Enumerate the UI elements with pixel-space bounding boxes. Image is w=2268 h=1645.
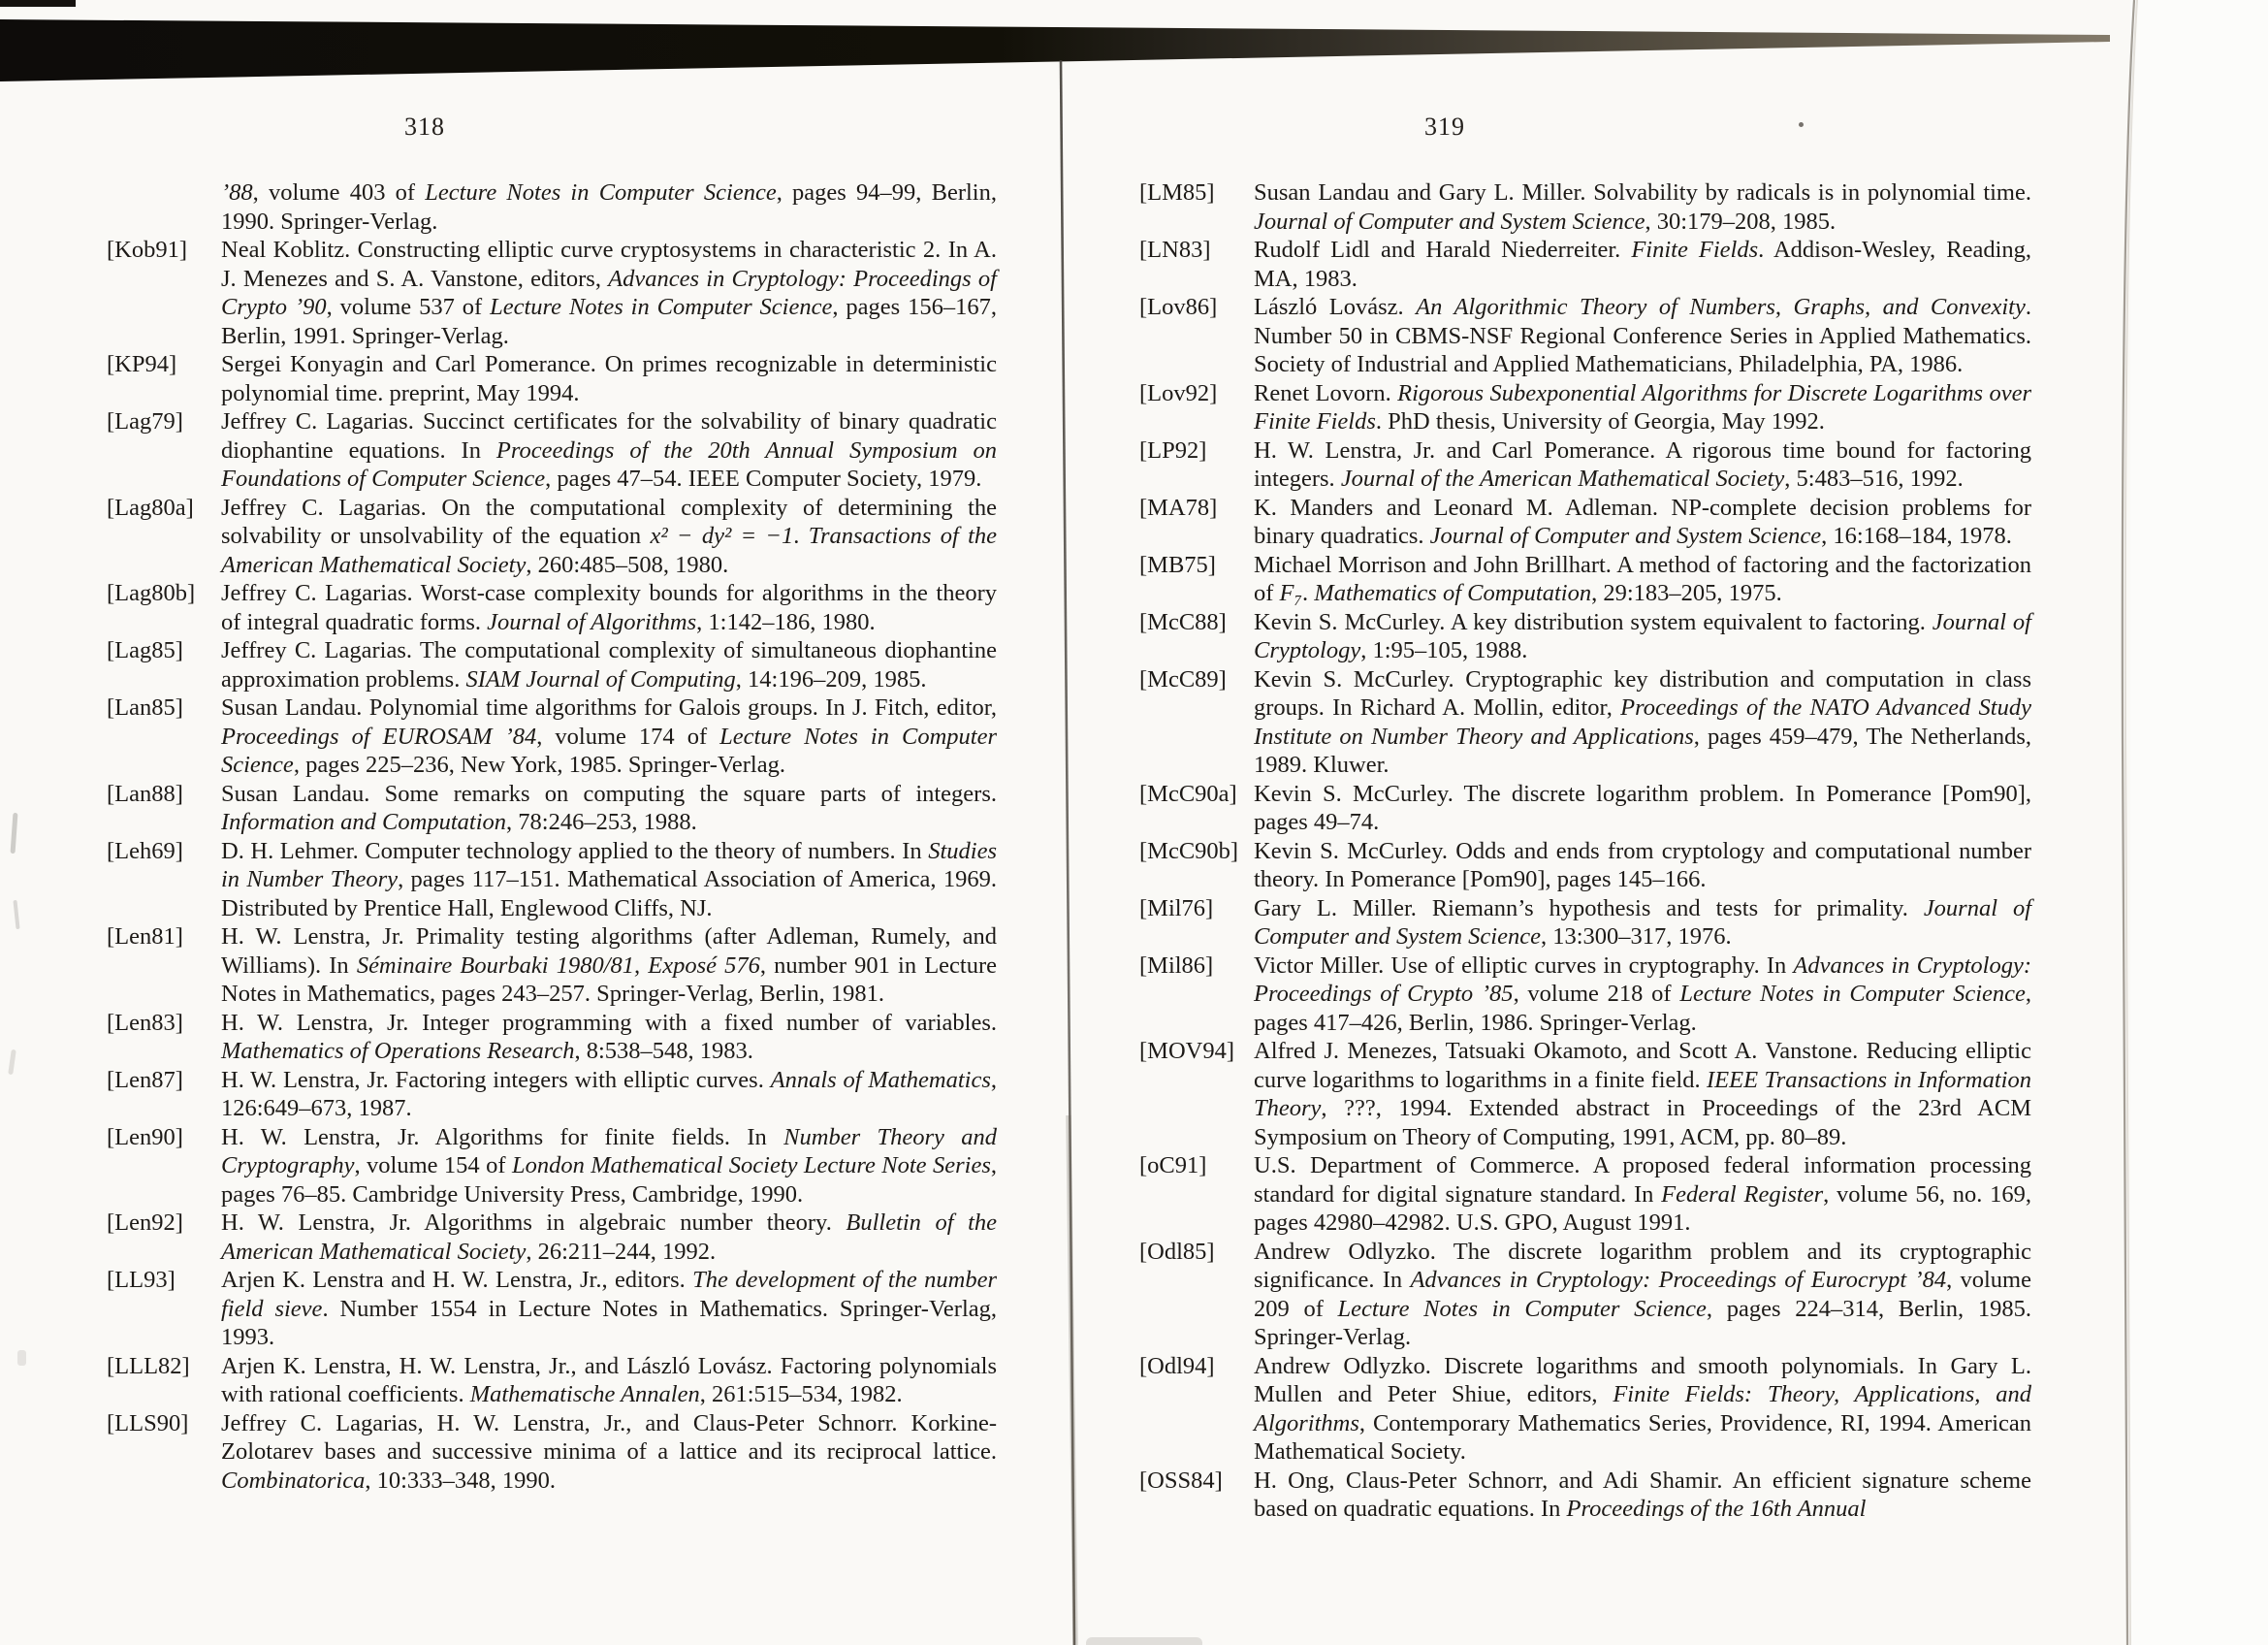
citation-text: Arjen K. Lenstra and H. W. Lenstra, Jr., editors. The development of the number field sieve. Number 1554 in Lecture Notes in Mathematics. Springer-Verlag, 1993. [221,1267,998,1350]
reference-entry [1139,894,2031,952]
citation-label: [Len81] [107,923,183,950]
citation-text: Kevin S. McCurley. A key distribution system equivalent to factoring. Journal of Cryptology, 1:95–105, 1988. [1254,608,2031,663]
citation-label: [OSS84] [1139,1467,1223,1494]
citation-label: [MB75] [1139,551,1216,578]
citation-text: K. Manders and Leonard M. Adleman. NP-complete decision problems for binary quadratics. Journal of Computer and System Science, 16:168–184, 1978. [1254,494,2031,549]
reference-entry [1139,837,2031,894]
citation-label: [McC89] [1139,665,1227,693]
citation-text: H. W. Lenstra, Jr. Algorithms in algebraic number theory. Bulletin of the American Mathematical Society, 26:211–244, 1992. [221,1210,997,1265]
citation-label: [LLL82] [107,1352,190,1379]
reference-entry [1139,1151,2031,1238]
reference-entry [1139,608,2031,665]
citation-text: ’88, volume 403 of Lecture Notes in Computer Science, pages 94–99, Berlin, 1990. Springer-Verlag. [221,179,997,235]
reference-entry [1139,1037,2031,1151]
citation-label: [McC90b] [1139,837,1239,864]
citation-label: [Lag85] [107,637,183,663]
citation-text: Susan Landau and Gary L. Miller. Solvability by radicals is in polynomial time. Journal of Computer and System Science, 30:179–208, 1985. [1254,179,2031,235]
scan-speck [1799,122,1804,127]
reference-entry [107,636,997,693]
reference-entry [107,350,997,407]
citation-text: H. W. Lenstra, Jr. Integer programming with a fixed number of variables. Mathematics of Operations Research, 8:538–548, 1983. [221,1009,997,1064]
citation-text: Sergei Konyagin and Carl Pomerance. On primes recognizable in deterministic polynomial time. preprint, May 1994. [221,351,997,406]
citation-text: Jeffrey C. Lagarias, H. W. Lenstra, Jr., and Claus-Peter Schnorr. Korkine-Zolotarev bases and successive minima of a lattice and its reciprocal lattice. Combinatorica, 10:333–348, 1990. [221,1409,997,1494]
citation-text: H. W. Lenstra, Jr. and Carl Pomerance. A rigorous time bound for factoring integers. Journal of the American Mathematical Society, 5:483–516, 1992. [1254,436,2031,492]
citation-label: [oC91] [1139,1152,1207,1178]
citation-label: [Mil86] [1139,952,1214,979]
page-edge-margin [2130,0,2268,1645]
reference-entry [1139,1238,2031,1352]
citation-text: H. W. Lenstra, Jr. Algorithms for finite fields. In Number Theory and Cryptography, volume 154 of London Mathematical Society Lecture Note Series, pages 76–85. Cambridge University Press, Cambridge, 1990. [221,1123,997,1208]
reference-entry [107,236,997,350]
reference-entry [1139,494,2031,551]
citation-text: D. H. Lehmer. Computer technology applied to the theory of numbers. In Studies in Number Theory, pages 117–151. Mathematical Association of America, 1969. Distributed by Prentice Hall, Englewood Cliffs, NJ. [221,837,997,921]
citation-text: Renet Lovorn. Rigorous Subexponential Algorithms for Discrete Logarithms over Finite Fields. PhD thesis, University of Georgia, May 1992. [1254,379,2031,435]
citation-label: [LLS90] [107,1409,189,1436]
scan-artifact [13,900,19,929]
scan-corner-artifact [0,0,76,7]
reference-entry [107,1352,997,1409]
reference-entry [107,494,997,580]
references-list-left [107,178,997,1495]
reference-entry [1139,1352,2031,1467]
citation-label: [Lag80a] [107,494,194,521]
citation-label: [LM85] [1139,179,1215,206]
reference-entry [107,1123,997,1210]
reference-entry [107,178,997,236]
reference-entry [107,922,997,1009]
reference-entry [1139,293,2031,379]
citation-label: [Lag79] [107,408,183,435]
citation-label: [Lag80b] [107,580,196,606]
citation-label: [MOV94] [1139,1038,1234,1064]
reference-entry [1139,665,2031,780]
citation-label: [LL93] [107,1267,176,1293]
reference-entry [1139,379,2031,436]
citation-label: [Odl94] [1139,1352,1215,1379]
citation-label: [Len83] [107,1009,183,1036]
citation-text: H. W. Lenstra, Jr. Factoring integers with elliptic curves. Annals of Mathematics, 126:649–673, 1987. [221,1066,997,1121]
citation-label: [Lan85] [107,694,183,721]
page-number-left: 318 [404,113,445,141]
citation-label: [LP92] [1139,436,1207,464]
reference-entry [107,837,997,923]
citation-text: Michael Morrison and John Brillhart. A method of factoring and the factorization of F₇. Mathematics of Computation, 29:183–205, 1975. [1254,551,2031,606]
citation-text: Neal Koblitz. Constructing elliptic curve cryptosystems in characteristic 2. In A. J. Menezes and S. A. Vanstone, editors, Advances in Cryptology: Proceedings of Crypto ’90, volume 537 of Lecture Notes in Computer Science, pages 156–167, Berlin, 1991. Springer-Verlag. [221,237,997,349]
citation-text: Gary L. Miller. Riemann’s hypothesis and tests for primality. Journal of Computer and System Science, 13:300–317, 1976. [1254,894,2032,950]
scan-artifact [8,1049,16,1075]
citation-label: [MA78] [1139,494,1218,521]
reference-entry [107,1266,997,1352]
citation-label: [Lov86] [1139,294,1218,320]
citation-label: [McC90a] [1139,780,1237,807]
citation-text: Susan Landau. Polynomial time algorithms for Galois groups. In J. Fitch, editor, Proceedings of EUROSAM ’84, volume 174 of Lecture Notes in Computer Science, pages 225–236, New York, 1985. Springer-Verlag. [221,694,997,778]
citation-text: László Lovász. An Algorithmic Theory of Numbers, Graphs, and Convexity. Number 50 in CBMS-NSF Regional Conference Series in Applied Mathematics. Society of Industrial and Applied Mathematicians, Philadelphia, PA, 1986. [1254,294,2031,377]
citation-label: [Lov92] [1139,379,1218,406]
reference-entry [107,1409,997,1496]
reference-entry [107,1209,997,1266]
citation-text: Kevin S. McCurley. Cryptographic key distribution and computation in class groups. In Richard A. Mollin, editor, Proceedings of the NATO Advanced Study Institute on Number Theory and Applications, pages 459–479, The Netherlands, 1989. Kluwer. [1254,665,2031,778]
page-number-right: 319 [1424,113,1465,141]
citation-text: Kevin S. McCurley. Odds and ends from cryptology and computational number theory. In Pomerance [Pom90], pages 145–166. [1254,837,2031,892]
citation-text: Jeffrey C. Lagarias. On the computational complexity of determining the solvability or unsolvability of the equation x² − dy² = −1. Transactions of the American Mathematical Society, 260:485–508, 1980. [221,494,998,578]
scan-artifact [1086,1637,1202,1645]
references-list-right [1139,178,2031,1524]
citation-text: Susan Landau. Some remarks on computing the square parts of integers. Information and Computation, 78:246–253, 1988. [221,780,997,835]
reference-entry [1139,436,2031,494]
citation-label: [Odl85] [1139,1238,1215,1265]
citation-text: H. Ong, Claus-Peter Schnorr, and Adi Shamir. An efficient signature scheme based on quadratic equations. In Proceedings of the 16th Annual [1254,1467,2031,1522]
citation-text: Victor Miller. Use of elliptic curves in cryptography. In Advances in Cryptology: Proceedings of Crypto ’85, volume 218 of Lecture Notes in Computer Science, pages 417–426, Berlin, 1986. Springer-Verlag. [1254,952,2032,1036]
reference-entry [107,693,997,780]
reference-entry [1139,236,2031,293]
citation-text: Arjen K. Lenstra, H. W. Lenstra, Jr., and László Lovász. Factoring polynomials with rational coefficients. Mathematische Annalen, 261:515–534, 1982. [221,1352,997,1407]
reference-entry [107,780,997,837]
scan-artifact [11,813,18,854]
citation-label: [Len90] [107,1123,183,1150]
scan-artifact [17,1350,26,1366]
citation-label: [Kob91] [107,237,188,263]
reference-entry [107,1066,997,1123]
citation-text: Kevin S. McCurley. The discrete logarithm problem. In Pomerance [Pom90], pages 49–74. [1254,780,2031,835]
citation-text: Jeffrey C. Lagarias. Succinct certificates for the solvability of binary quadratic diophantine equations. In Proceedings of the 20th Annual Symposium on Foundations of Computer Science, pages 47–54. IEEE Computer Society, 1979. [221,408,997,492]
citation-text: Alfred J. Menezes, Tatsuaki Okamoto, and Scott A. Vanstone. Reducing elliptic curve logarithms to logarithms in a finite field. IEEE Transactions in Information Theory, ???, 1994. Extended abstract in Proceedings of the 23rd ACM Symposium on Theory of Computing, 1991, ACM, pp. 80–89. [1254,1038,2031,1150]
citation-label: [KP94] [107,351,177,377]
reference-entry [1139,1467,2031,1524]
reference-entry [107,579,997,636]
citation-text: Jeffrey C. Lagarias. The computational complexity of simultaneous diophantine approximation problems. SIAM Journal of Computing, 14:196–209, 1985. [221,637,997,693]
reference-entry [107,407,997,494]
citation-text: Jeffrey C. Lagarias. Worst-case complexity bounds for algorithms in the theory of integral quadratic forms. Journal of Algorithms, 1:142–186, 1980. [221,580,997,635]
citation-label: [Leh69] [107,837,183,864]
reference-entry [1139,551,2031,608]
citation-label: [McC88] [1139,608,1227,635]
citation-text: U.S. Department of Commerce. A proposed federal information processing standard for digital signature standard. In Federal Register, volume 56, no. 169, pages 42980–42982. U.S. GPO, August 1991. [1254,1152,2031,1236]
reference-entry [1139,952,2031,1038]
scan-top-bar-artifact [0,0,2268,116]
citation-label: [Len87] [107,1066,183,1093]
reference-entry [1139,178,2031,236]
citation-text: H. W. Lenstra, Jr. Primality testing algorithms (after Adleman, Rumely, and Williams). In Séminaire Bourbaki 1980/81, Exposé 576, number 901 in Lecture Notes in Mathematics, pages 243–257. Springer-Verlag, Berlin, 1981. [221,923,998,1007]
citation-label: [LN83] [1139,237,1211,263]
citation-text: Andrew Odlyzko. Discrete logarithms and smooth polynomials. In Gary L. Mullen and Peter Shiue, editors, Finite Fields: Theory, Applications, and Algorithms, Contemporary Mathematics Series, Providence, RI, 1994. American Mathematical Society. [1254,1352,2032,1465]
citation-text: Rudolf Lidl and Harald Niederreiter. Finite Fields. Addison-Wesley, Reading, MA, 1983. [1254,237,2032,292]
reference-entry [1139,780,2031,837]
page-gutter-line [1061,60,1074,1645]
citation-text: Andrew Odlyzko. The discrete logarithm problem and its cryptographic significance. In Advances in Cryptology: Proceedings of Eurocrypt ’84, volume 209 of Lecture Notes in Computer Science, pages 224–314, Berlin, 1985. Springer-Verlag. [1254,1238,2031,1350]
reference-entry [107,1009,997,1066]
citation-label: [Mil76] [1139,894,1214,921]
citation-label: [Len92] [107,1210,183,1236]
citation-label: [Lan88] [107,780,183,807]
